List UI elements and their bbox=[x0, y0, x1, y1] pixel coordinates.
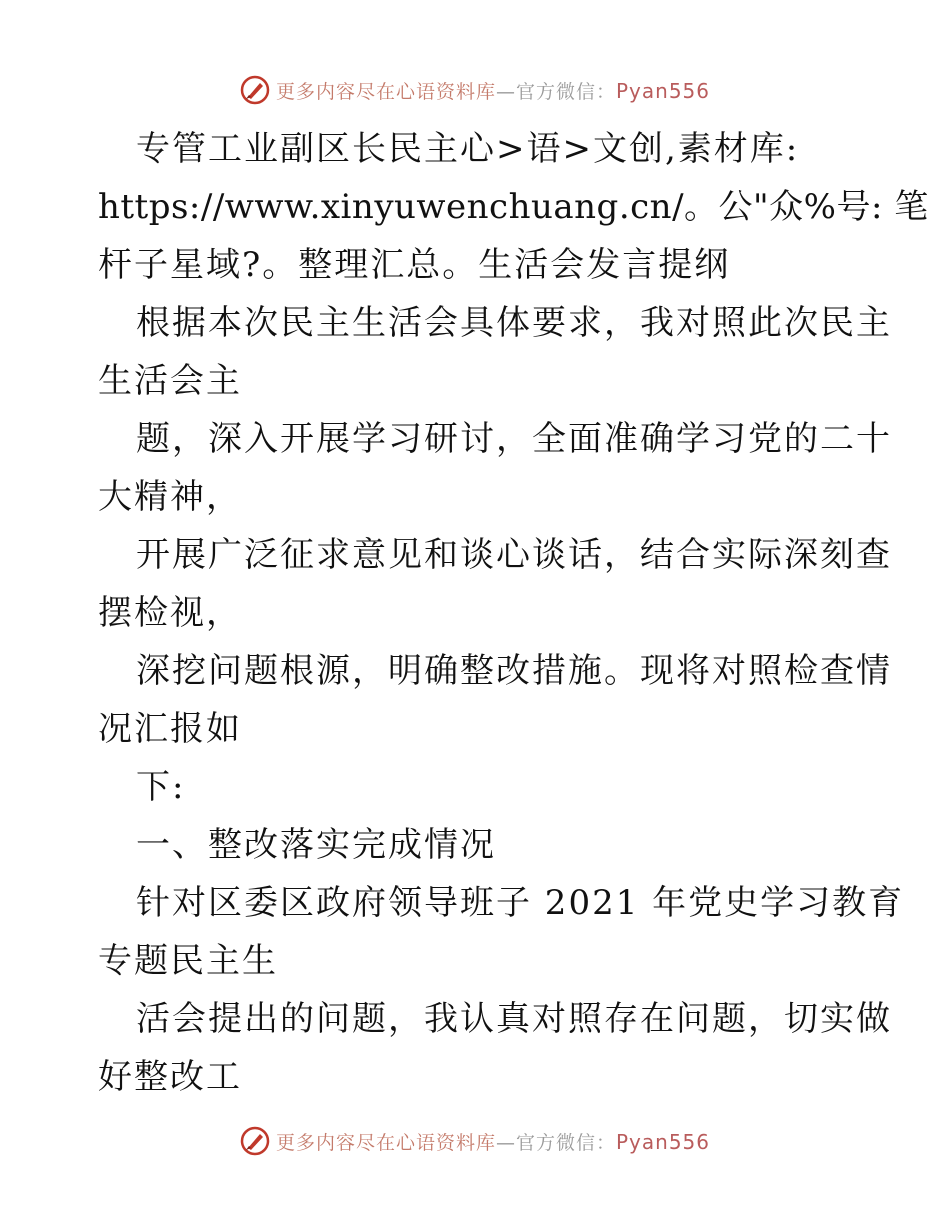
header-watermark-banner bbox=[0, 70, 950, 110]
watermark-text bbox=[276, 1128, 710, 1155]
watermark-wechat-id: Pyan556 bbox=[616, 1129, 711, 1154]
text-line: 大精神， bbox=[98, 477, 242, 517]
text-line: 况汇报如 bbox=[98, 709, 242, 749]
watermark-prefix: 更多内容尽在心语资料库 bbox=[275, 80, 496, 103]
text-line: 开展广泛征求意见和谈心谈话，结合实际深刻查 bbox=[136, 535, 892, 575]
text-line: 活会提出的问题，我认真对照存在问题，切实做 bbox=[136, 999, 892, 1039]
pen-quill-icon bbox=[240, 75, 270, 105]
text-line: 深挖问题根源，明确整改措施。现将对照检查情 bbox=[136, 651, 892, 691]
watermark-wechat-id: Pyan556 bbox=[616, 78, 711, 103]
text-line: 专管工业副区长民主心>语>文创,素材库: bbox=[136, 129, 800, 169]
text-line: 杆子星域?。整理汇总。生活会发言提纲 bbox=[98, 245, 731, 285]
watermark-wechat-label: 官方微信： bbox=[515, 80, 616, 103]
footer-watermark-banner bbox=[0, 1121, 950, 1161]
document-body bbox=[98, 120, 929, 1106]
watermark-separator: — bbox=[495, 1131, 516, 1154]
text-line: 专题民主生 bbox=[98, 941, 278, 981]
text-line: 好整改工 bbox=[98, 1057, 242, 1097]
watermark-separator: — bbox=[495, 80, 516, 103]
text-line: 摆检视， bbox=[98, 593, 242, 633]
section-heading: 一、整改落实完成情况 bbox=[136, 825, 496, 865]
text-line: 根据本次民主生活会具体要求，我对照此次民主 bbox=[136, 303, 892, 343]
text-line: 针对区委区政府领导班子 2021 年党史学习教育 bbox=[136, 883, 905, 923]
watermark-wechat-label: 官方微信： bbox=[515, 1131, 616, 1154]
watermark-text bbox=[276, 77, 710, 104]
watermark-prefix: 更多内容尽在心语资料库 bbox=[275, 1131, 496, 1154]
text-line: https://www.xinyuwenchuang.cn/。公"众%号: 笔 bbox=[98, 187, 929, 227]
text-line: 题，深入开展学习研讨，全面准确学习党的二十 bbox=[136, 419, 892, 459]
text-line: 下: bbox=[136, 767, 186, 807]
text-line: 生活会主 bbox=[98, 361, 242, 401]
pen-quill-icon bbox=[240, 1126, 270, 1156]
